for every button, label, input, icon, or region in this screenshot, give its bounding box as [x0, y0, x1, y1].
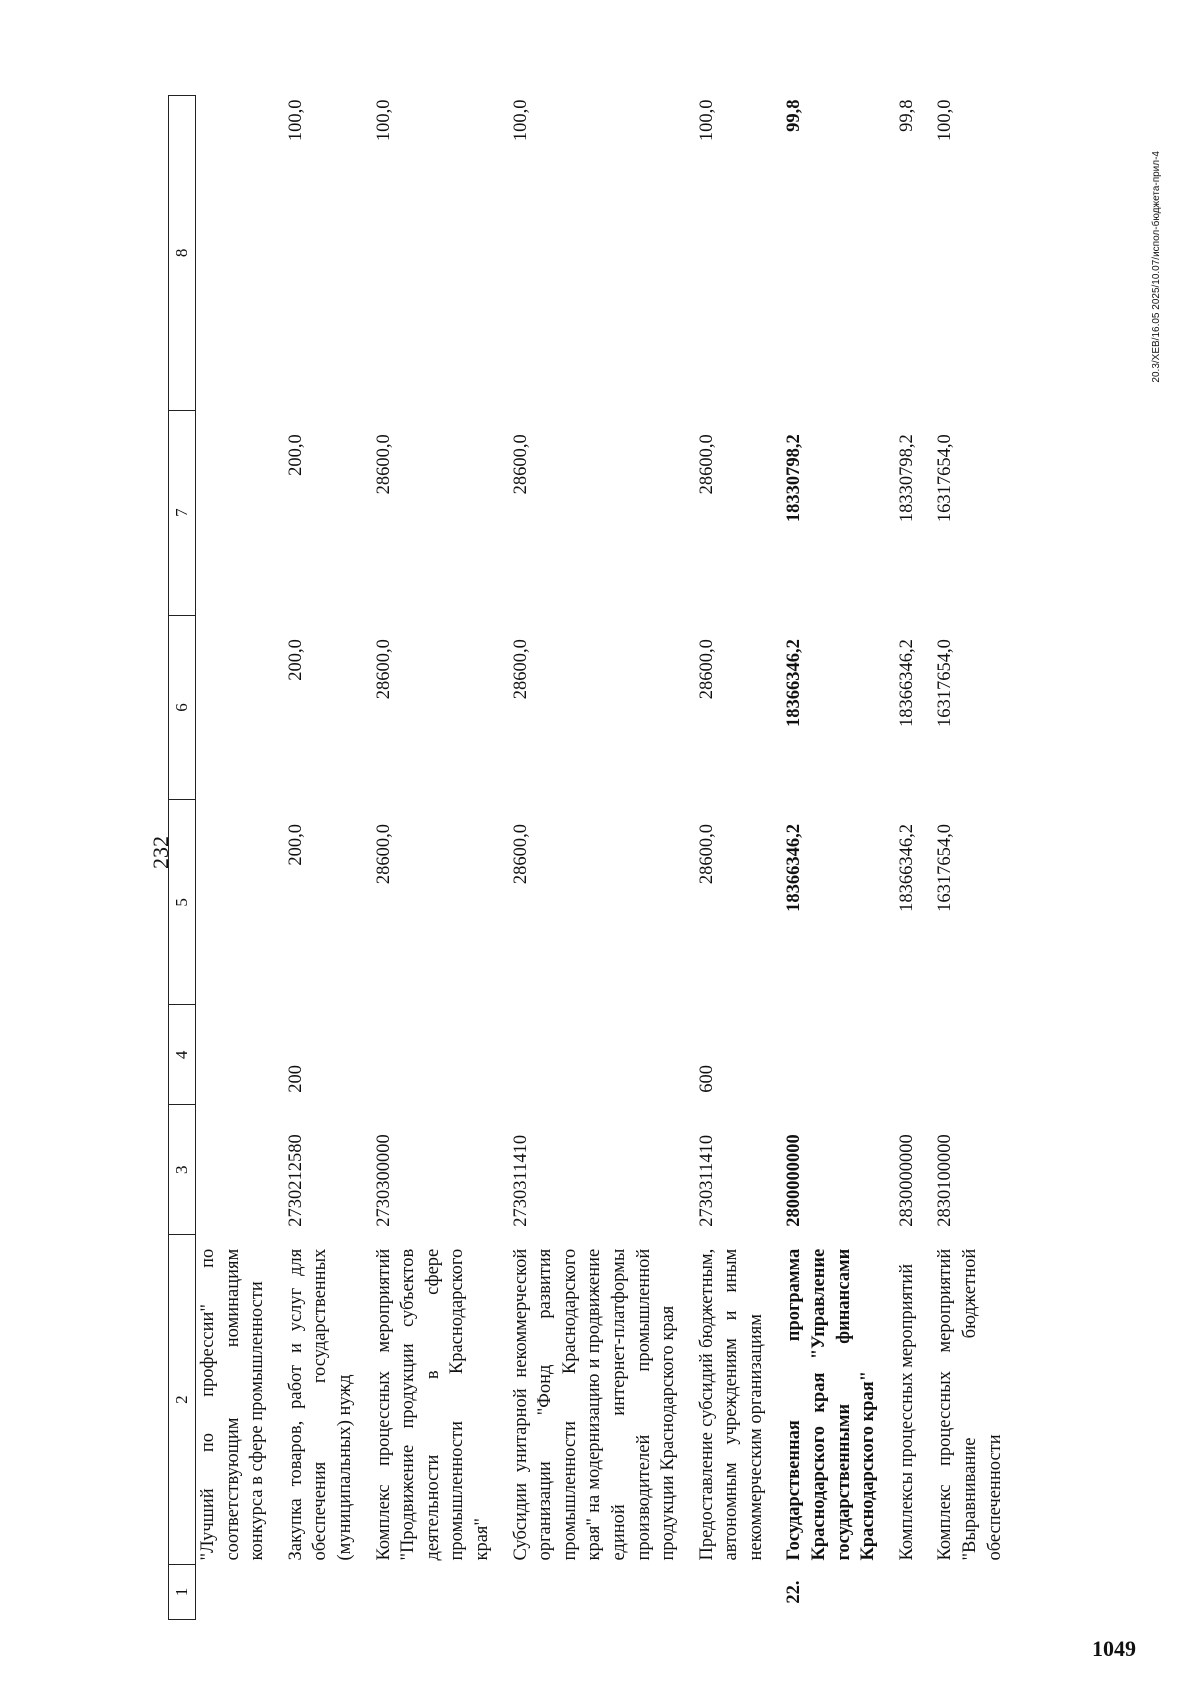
- row-code: 2830100000: [935, 1134, 956, 1227]
- row-index: 22.: [784, 1580, 805, 1604]
- row-expense-type: 600: [696, 1065, 717, 1093]
- row-description: Комплексы процессных мероприятий: [896, 1263, 917, 1561]
- column-header: 7: [169, 410, 196, 615]
- budget-table: [168, 95, 1021, 1620]
- row-value-7: 16317654,0: [935, 434, 956, 523]
- column-header: 8: [169, 96, 196, 411]
- row-value-7: 28600,0: [696, 434, 717, 495]
- table-row: [782, 96, 894, 1620]
- row-expense-type: [509, 1005, 695, 1105]
- table-row: [695, 96, 783, 1620]
- row-code: 2730311410: [696, 1134, 717, 1227]
- row-value-5: 28600,0: [510, 823, 531, 885]
- row-index: [284, 1565, 372, 1620]
- table-row: [372, 96, 509, 1620]
- row-value-6: [196, 615, 284, 800]
- row-value-7: 28600,0: [510, 434, 531, 495]
- column-header: 5: [169, 800, 196, 1005]
- column-header: 3: [169, 1105, 196, 1235]
- rotated-content: [140, 95, 1160, 1620]
- table-body: [196, 96, 1022, 1620]
- row-description: Закупка товаров, работ и услуг для обеспечения государственных (муниципальных) нужд: [285, 1248, 355, 1561]
- row-value-7: [196, 410, 284, 615]
- row-description: Субсидии унитарной некоммерческой организации "Фонд развития промышленности Краснодарского края" на модернизацию и продвижение единой интернет-платформы производителей промышленной продукции Краснодарского края: [510, 1248, 679, 1561]
- row-description: Комплекс процессных мероприятий "Выравнивание бюджетной обеспеченности: [935, 1248, 1005, 1561]
- row-description: "Лучший по профессии" по соответствующим номинациям конкурса в сфере промышленности: [198, 1248, 268, 1561]
- row-value-7: 200,0: [285, 434, 306, 476]
- table-row: [509, 96, 695, 1620]
- row-percent: 100,0: [510, 99, 531, 142]
- row-percent: 100,0: [373, 99, 394, 142]
- row-value-7: 18330798,2: [784, 434, 805, 523]
- row-description: Предоставление субсидий бюджетным, автономным учреждениям и иным некоммерческим организациям: [696, 1248, 766, 1561]
- row-value-6: 18366346,2: [896, 639, 917, 727]
- row-percent: 100,0: [285, 99, 306, 142]
- column-header: 2: [169, 1235, 196, 1565]
- row-value-5: 28600,0: [696, 823, 717, 885]
- row-code: 2800000000: [784, 1134, 805, 1227]
- row-percent: 99,8: [784, 99, 805, 132]
- row-index: [509, 1565, 695, 1620]
- row-value-5: 18366346,2: [896, 823, 917, 912]
- row-index: [933, 1565, 1021, 1620]
- table-row: [284, 96, 372, 1620]
- row-expense-type: [895, 1005, 934, 1105]
- row-value-5: 18366346,2: [784, 823, 805, 912]
- row-percent: 100,0: [696, 99, 717, 142]
- table-row: [895, 96, 934, 1620]
- row-code: 2730300000: [373, 1134, 394, 1227]
- row-value-6: 200,0: [285, 639, 306, 681]
- row-value-5: 28600,0: [373, 823, 394, 885]
- row-value-7: 28600,0: [373, 434, 394, 495]
- row-expense-type: [933, 1005, 1021, 1105]
- row-value-6: 28600,0: [373, 639, 394, 700]
- row-value-5: 200,0: [285, 823, 306, 866]
- row-expense-type: [372, 1005, 509, 1105]
- table-row: [933, 96, 1021, 1620]
- row-description: Государственная программа Краснодарского края "Управление государственными финансами Краснодарского края": [784, 1248, 879, 1561]
- row-index: [196, 1565, 284, 1620]
- row-index: [372, 1565, 509, 1620]
- row-code: 2730212580: [285, 1134, 306, 1227]
- sheet-number: 1049: [1092, 1636, 1136, 1661]
- row-index: [695, 1565, 783, 1620]
- row-percent: [196, 96, 284, 411]
- row-code: [196, 1105, 284, 1235]
- row-value-6: 28600,0: [510, 639, 531, 700]
- row-value-6: 16317654,0: [935, 639, 956, 727]
- table-row: [196, 96, 284, 1620]
- row-value-6: 18366346,2: [784, 639, 805, 727]
- table-header-row: [169, 96, 196, 1620]
- row-index: [895, 1565, 934, 1620]
- row-code: 2830000000: [896, 1134, 917, 1227]
- row-percent: 99,8: [896, 99, 917, 132]
- row-value-5: 16317654,0: [935, 823, 956, 912]
- row-value-5: [196, 800, 284, 1005]
- row-description: Комплекс процессных мероприятий "Продвижение продукции субъектов деятельности в сфере промышленности Краснодарского края": [373, 1248, 492, 1561]
- column-header: 6: [169, 615, 196, 800]
- page-number: 232: [148, 836, 173, 869]
- row-value-7: 18330798,2: [896, 434, 917, 523]
- footer-code: 20.3/ХЕВ/16.05 2025/10.07/испол-бюджета-прил-4: [1151, 151, 1162, 383]
- column-header: 4: [169, 1005, 196, 1105]
- row-expense-type: [782, 1005, 894, 1105]
- row-value-6: 28600,0: [696, 639, 717, 700]
- row-expense-type: 200: [285, 1065, 306, 1093]
- row-expense-type: [196, 1005, 284, 1105]
- row-percent: 100,0: [935, 99, 956, 142]
- column-header: 1: [169, 1565, 196, 1620]
- row-code: 2730311410: [510, 1134, 531, 1227]
